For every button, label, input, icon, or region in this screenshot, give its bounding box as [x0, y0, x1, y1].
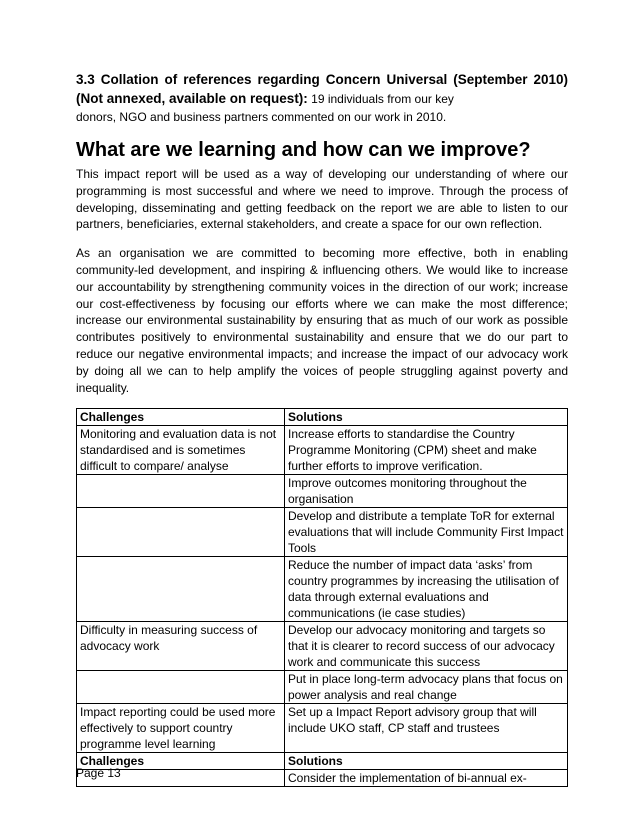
repeat-header-solutions: Solutions: [285, 753, 568, 770]
table-repeat-header-row: [77, 753, 568, 770]
solution-cell: Set up a Impact Report advisory group that will include UKO staff, CP staff and trustees: [285, 704, 568, 753]
page-title: What are we learning and how can we improve?: [76, 139, 531, 161]
paragraph-intro: This impact report will be used as a way of developing our understanding of where our programming is most successful and where we need to improve. Through the process of developing, disseminating and getting feedback on the report we are able to listen to our partners, beneficiaries, external stakeholders, and create a space for our own reflection.: [76, 167, 568, 232]
header-challenges: Challenges: [77, 409, 285, 426]
table-row: [77, 426, 568, 475]
solution-cell: Put in place long-term advocacy plans that focus on power analysis and real change: [285, 671, 568, 704]
section-heading: [76, 70, 568, 109]
challenge-cell: [77, 508, 285, 557]
challenge-cell: Impact reporting could be used more effectively to support country programme level learning: [77, 704, 285, 753]
header-solutions: Solutions: [285, 409, 568, 426]
table-row: [77, 671, 568, 704]
solution-cell: Reduce the number of impact data ‘asks’ from country programmes by increasing the utilisation of data through external evaluations and communications (ie case studies): [285, 557, 568, 622]
solution-cell: Develop our advocacy monitoring and targets so that it is clearer to record success of our advocacy work and communicate this success: [285, 622, 568, 671]
challenge-cell: Monitoring and evaluation data is not standardised and is sometimes difficult to compare/ analyse: [77, 426, 285, 475]
table-row: [77, 622, 568, 671]
paragraph-commitment: As an organisation we are committed to becoming more effective, both in enabling community-led development, and inspiring & influencing others. We would like to increase our accountability by strengthening community voices in the direction of our work; increase our cost-effectiveness by focusing our efforts where we can make the most difference; increase our environmental sustainability by ensuring that as much of our work as possible contributes positively to environmental sustainability and ensure that we do our part to reduce our negative environmental impacts; and increase the impact of our advocacy work by doing all we can to help amplify the voices of people struggling against poverty and inequality.: [76, 246, 568, 395]
solution-cell: Improve outcomes monitoring throughout the organisation: [285, 475, 568, 508]
document-page: [76, 70, 568, 787]
solution-cell: Consider the implementation of bi-annual ex-: [285, 770, 568, 787]
challenge-cell: [77, 557, 285, 622]
solution-cell: Increase efforts to standardise the Country Programme Monitoring (CPM) sheet and make further efforts to improve verification.: [285, 426, 568, 475]
repeat-header-challenges: Challenges: [77, 753, 285, 770]
section-heading-continuation: donors, NGO and business partners commented on our work in 2010.: [76, 110, 447, 124]
page-number: Page 13: [76, 766, 121, 780]
table-row: [77, 557, 568, 622]
challenges-solutions-table: [76, 408, 568, 787]
table-row: [77, 475, 568, 508]
table-header-row: [77, 409, 568, 426]
table-row: [77, 508, 568, 557]
challenge-cell: [77, 671, 285, 704]
solution-cell: Develop and distribute a template ToR for external evaluations that will include Community First Impact Tools: [285, 508, 568, 557]
challenge-cell: [77, 475, 285, 508]
table-row: [77, 704, 568, 753]
challenge-cell: Difficulty in measuring success of advocacy work: [77, 622, 285, 671]
section-heading-bold: 3.3 Collation of references regarding Concern Universal (September 2010) (Not annexed, available on request):: [76, 72, 568, 106]
table-row: [77, 770, 568, 787]
section-heading-rest: 19 individuals from our key: [307, 92, 454, 106]
